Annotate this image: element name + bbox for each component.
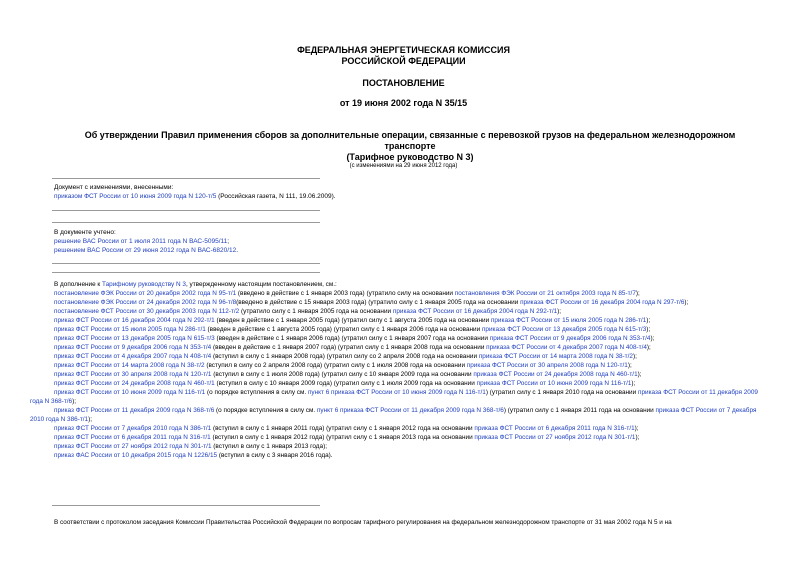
divider-line — [52, 222, 320, 223]
document-link[interactable]: приказ ФСТ России от 10 июня 2009 года N 116-т/1 — [54, 389, 206, 396]
document-link[interactable]: приказ ФСТ России от 30 апреля 2008 года N 120-т/1 — [54, 371, 212, 378]
document-link[interactable]: приказа ФСТ России от 30 апреля 2008 года N 120-т/1 — [466, 362, 628, 369]
divider-line — [52, 210, 320, 211]
list-item — [30, 289, 772, 298]
list-item-text: ); — [634, 425, 639, 432]
list-item — [30, 343, 772, 352]
document-type: ПОСТАНОВЛЕНИЕ — [362, 78, 445, 88]
considered-link[interactable]: решением ВАС России от 29 июня 2012 года N ВАС-6820/12 — [54, 247, 237, 254]
list-item — [30, 406, 772, 424]
list-item-text: ); — [635, 290, 640, 297]
document-link[interactable]: приказа ФСТ России от 6 декабря 2011 года N 316-т/1 — [474, 425, 635, 432]
list-item-text: (утратило силу с 1 января 2005 года на основании — [239, 308, 393, 315]
changes-entry — [54, 192, 336, 201]
document-link[interactable]: приказа ФСТ России от 9 декабря 2006 года N 353-т/4 — [489, 335, 651, 342]
list-item-text: ); — [650, 335, 655, 342]
list-item-text: (вступил в силу с 1 января 2008 года) (утратил силу со 2 апреля 2008 года на основании — [211, 353, 479, 360]
document-link[interactable]: приказ ФАС России от 10 декабря 2015 года N 1226/15 — [54, 452, 218, 459]
document-link[interactable]: приказ ФСТ России от 13 декабря 2005 года N 615-т/3 — [54, 335, 215, 342]
document-title — [60, 130, 760, 163]
list-item-text: (введено в действие с 15 января 2003 года) (утратило силу с 1 января 2005 года на основании — [236, 299, 521, 306]
document-link[interactable]: приказ ФСТ России от 4 декабря 2007 года N 408-т/4 — [54, 353, 212, 360]
list-item-text: (о порядке вступления в силу см. — [205, 389, 308, 396]
list-item — [30, 325, 772, 334]
document-title-line-2: (Тарифное руководство N 3) — [346, 152, 474, 162]
changes-link[interactable]: приказом ФСТ России от 10 июня 2009 года N 120-т/5 — [54, 193, 217, 200]
document-link[interactable]: приказа ФСТ России от 4 декабря 2007 года N 408-т/4 — [486, 344, 647, 351]
list-item-text: ); — [72, 398, 77, 405]
list-item — [30, 361, 772, 370]
divider-line — [52, 505, 320, 506]
considered-link[interactable]: решение ВАС России от 1 июля 2011 года N ВАС-5095/11 — [54, 238, 228, 245]
list-item-text: ); — [631, 380, 636, 387]
list-item-text: ); — [637, 371, 642, 378]
document-link[interactable]: приказа ФСТ России от 27 ноября 2012 года N 301-т/1 — [474, 434, 636, 441]
divider-line — [52, 178, 320, 179]
issuer-line-2: РОССИЙСКОЙ ФЕДЕРАЦИИ — [341, 56, 466, 66]
list-item-text: (введен в действие с 1 января 2006 года) (утратил силу с 1 января 2007 года на основании — [214, 335, 490, 342]
changes-label: Документ с изменениями, внесенными: — [54, 184, 174, 191]
considered-block — [54, 228, 238, 255]
divider-line — [52, 263, 320, 264]
list-item — [30, 433, 772, 442]
list-item-text: ) (утратил силу с 1 января 2011 года на основании — [503, 407, 656, 414]
document-link[interactable]: приказа ФСТ России от 16 декабря 2004 года N 297-т/6 — [520, 299, 685, 306]
list-item-text: (вступил в силу со 2 апреля 2008 года) (утратил силу с 1 июля 2008 года на основании — [204, 362, 467, 369]
list-item-text: (вступил в силу с 1 января 2011 года) (утратил силу с 1 января 2012 года на основании — [211, 425, 475, 432]
list-item-text: ); — [646, 344, 651, 351]
list-item-text: (вступил в силу с 10 января 2009 года) (утратил силу с 1 июля 2009 года на основании — [214, 380, 477, 387]
document-link[interactable]: приказ ФСТ России от 27 ноября 2012 года N 301-т/1 — [54, 443, 212, 450]
document-link[interactable]: приказ ФСТ России от 24 декабря 2008 года N 460-т/1 — [54, 380, 215, 387]
list-item-text: ) (утратил силу с 1 января 2010 года на основании — [485, 389, 638, 396]
document-date-number: от 19 июня 2002 года N 35/15 — [339, 98, 468, 108]
document-link[interactable]: приказ ФСТ России от 11 декабря 2009 года N 368-т/6 — [54, 407, 215, 414]
list-item-text: (о порядке вступления в силу см. — [214, 407, 317, 414]
document-link[interactable]: приказа ФСТ России от 10 июня 2009 года N 116-т/1 — [476, 380, 632, 387]
list-item-text: ); — [635, 434, 640, 441]
list-item — [30, 307, 772, 316]
list-item — [30, 442, 772, 451]
document-link[interactable]: приказ ФСТ России от 14 марта 2008 года N 38-т/2 — [54, 362, 205, 369]
edition-note: (с изменениями на 29 июня 2012 года) — [349, 163, 458, 169]
list-item-text: (вступил в силу с 1 июля 2008 года) (утратил силу с 10 января 2009 года на основании — [211, 371, 474, 378]
list-item — [30, 334, 772, 343]
list-item-text: (введено в действие с 1 января 2003 года) (утратило силу на основании — [236, 290, 455, 297]
list-item-text: (вступил в силу с 3 января 2016 года). — [217, 452, 333, 459]
preamble-paragraph: В соответствии с протоколом заседания Комиссии Правительства Российской Федерации по вопросам тарифного регулирования на федеральном железнодорожном транспорте от 31 мая 2002 года N 5 и на — [54, 519, 672, 526]
document-link[interactable]: приказа ФСТ России от 15 июля 2005 года N 286-т/1 — [490, 317, 647, 324]
document-link[interactable]: приказ ФСТ России от 6 декабря 2011 года N 316-т/1 — [54, 434, 211, 441]
tariff-guide-link[interactable]: Тарифному руководству N 3 — [102, 281, 186, 288]
document-title-line-1: Об утверждении Правил применения сборов за дополнительные операции, связанные с перевозкой грузов на федеральном железнодорожном транспорте — [84, 130, 736, 151]
document-link[interactable]: пункт 6 приказа ФСТ России от 11 декабря 2009 года N 368-т/6 — [316, 407, 504, 414]
list-item — [30, 370, 772, 379]
document-link[interactable]: приказа ФСТ России от 16 декабря 2004 года N 292-т/1 — [392, 308, 558, 315]
addition-rows — [30, 289, 772, 460]
list-item-text: (введен в действие с 1 января 2005 года) (утратил силу с 1 августа 2005 года на основании — [214, 317, 491, 324]
list-item — [30, 388, 772, 406]
considered-item: решением ВАС России от 29 июня 2012 года N ВАС-6820/12. — [54, 247, 239, 254]
list-item — [30, 298, 772, 307]
list-item-text: (введен в действие с 1 августа 2005 года) (утратил силу с 1 января 2006 года на основании — [205, 326, 482, 333]
changes-tail: (Российская газета, N 111, 19.06.2009). — [216, 193, 336, 200]
document-link[interactable]: приказа ФСТ России от 7 декабря 2010 года N 386-т/1 — [30, 407, 757, 423]
document-link[interactable]: пункт 6 приказа ФСТ России от 10 июня 2009 года N 116-т/1 — [307, 389, 486, 396]
document-link[interactable]: приказа ФСТ России от 11 декабря 2009 года N 368-т/6 — [30, 389, 758, 405]
list-item — [30, 424, 772, 433]
document-link[interactable]: приказа ФСТ России от 13 декабря 2005 года N 615-т/3 — [481, 326, 647, 333]
addition-intro: В дополнение к Тарифному руководству N 3, утвержденному настоящим постановлением, см.: — [54, 281, 337, 288]
list-item — [30, 352, 772, 361]
list-item-text: ); — [88, 416, 92, 423]
document-link[interactable]: приказа ФСТ России от 14 марта 2008 года N 38-т/2 — [478, 353, 633, 360]
document-link[interactable]: постановление ФЭК России от 20 декабря 2002 года N 95-т/1 — [54, 290, 237, 297]
document-link[interactable]: постановления ФЭК России от 21 октября 2003 года N 85-т/7 — [454, 290, 636, 297]
list-item — [30, 451, 772, 460]
document-link[interactable]: постановление ФЭК России от 24 декабря 2002 года N 96-т/8 — [54, 299, 237, 306]
list-item-text: ); — [557, 308, 562, 315]
document-link[interactable]: приказ ФСТ России от 16 декабря 2004 года N 292-т/1 — [54, 317, 215, 324]
list-item — [30, 379, 772, 388]
issuer-line-1: ФЕДЕРАЛЬНАЯ ЭНЕРГЕТИЧЕСКАЯ КОМИССИЯ — [297, 45, 510, 55]
addition-list — [30, 280, 772, 460]
list-item-text: ); — [646, 326, 651, 333]
issuer-header — [0, 45, 807, 67]
list-item-text: ); — [627, 362, 632, 369]
list-item-text: ); — [684, 299, 689, 306]
document-link[interactable]: постановление ФСТ России от 30 декабря 2003 года N 112-т/2 — [54, 308, 240, 315]
list-item-text: (введен в действие с 1 января 2007 года) (утратил силу с 1 января 2008 года на основании — [211, 344, 487, 351]
changes-block — [54, 183, 336, 201]
list-item-text: ); — [646, 317, 651, 324]
considered-item: решение ВАС России от 1 июля 2011 года N ВАС-5095/11; — [54, 238, 230, 245]
list-item-text: (вступил в силу с 1 января 2013 года); — [211, 443, 327, 450]
document-link[interactable]: приказ ФСТ России от 9 декабря 2006 года N 353-т/4 — [54, 344, 212, 351]
document-link[interactable]: приказ ФСТ России от 7 декабря 2010 года N 386-т/1 — [54, 425, 212, 432]
list-item-text: (вступил в силу с 1 января 2012 года) (утратил силу с 1 января 2013 года на основании — [210, 434, 475, 441]
list-item-text: ); — [632, 353, 637, 360]
divider-line — [52, 272, 320, 273]
document-link[interactable]: приказ ФСТ России от 15 июля 2005 года N 286-т/1 — [54, 326, 206, 333]
considered-label: В документе учтено: — [54, 229, 116, 236]
document-link[interactable]: приказа ФСТ России от 24 декабря 2008 года N 460-т/1 — [473, 371, 638, 378]
list-item — [30, 316, 772, 325]
